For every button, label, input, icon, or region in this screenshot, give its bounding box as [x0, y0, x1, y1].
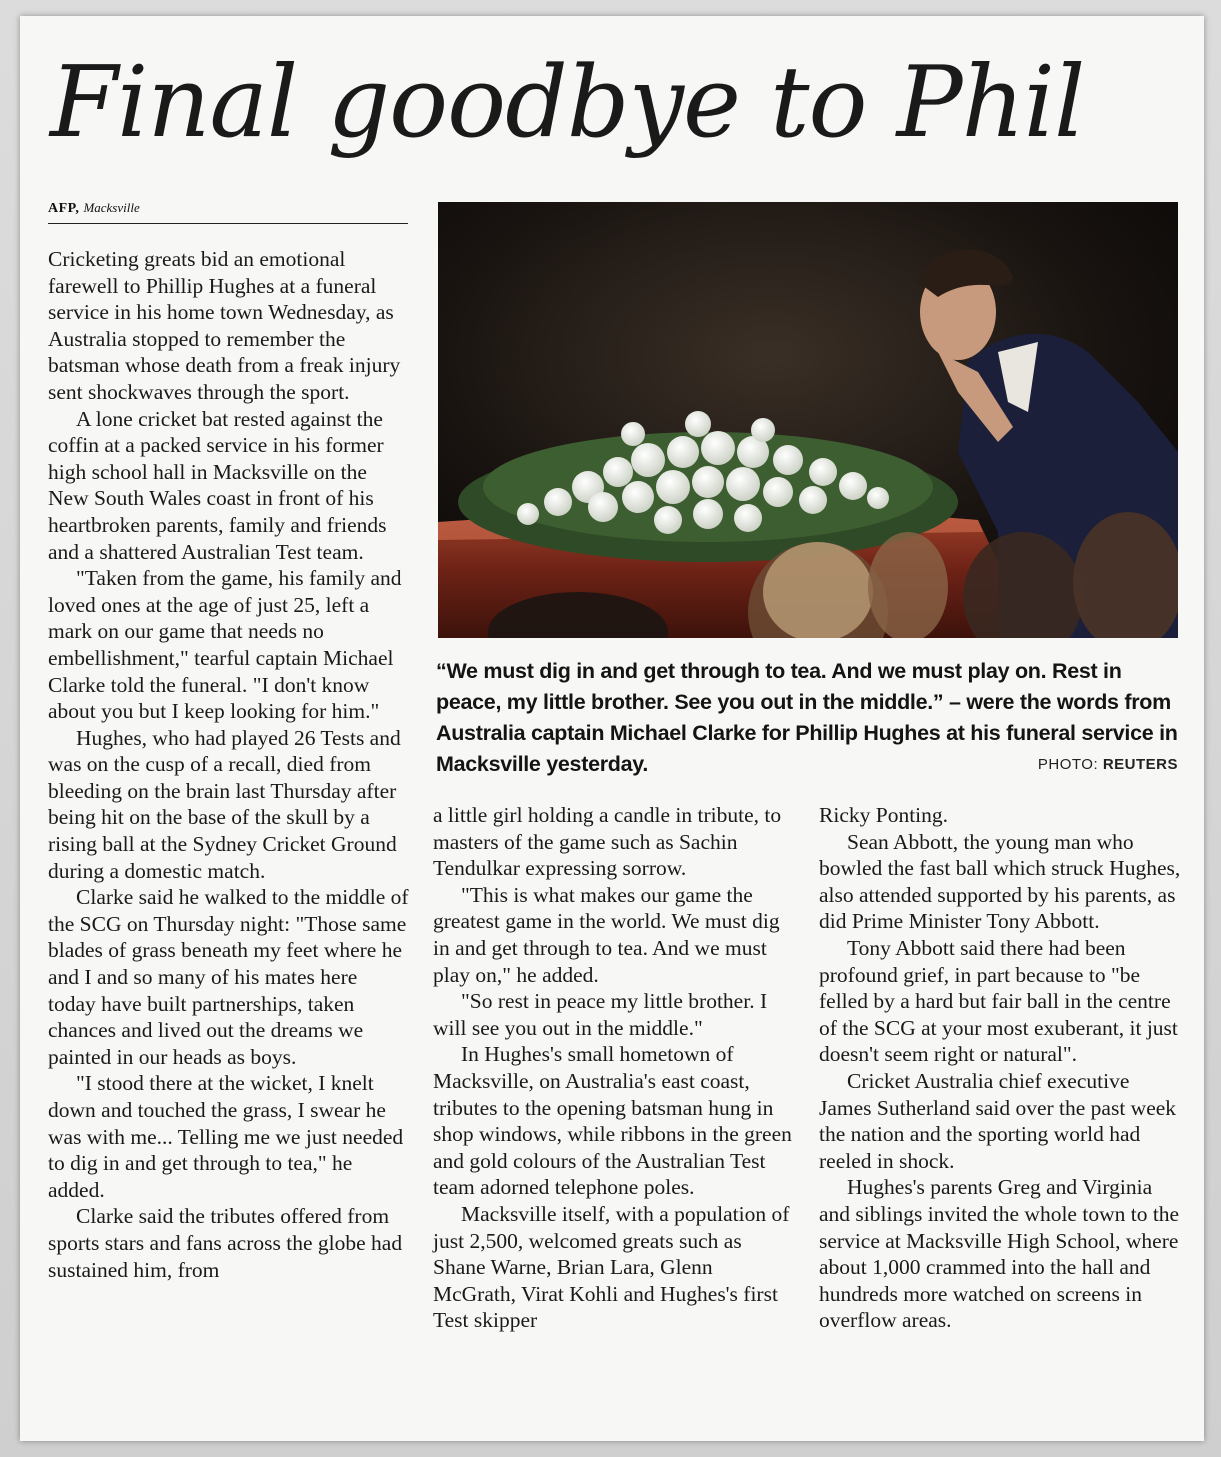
- paragraph: A lone cricket bat rested against the coffin at a packed service in his former high school hall in Macksville on the New South Wales coast in front of his heartbroken parents, family and friends and a shattered Australian Test team.: [48, 406, 387, 564]
- paragraph: Cricketing greats bid an emotional farewell to Phillip Hughes at a funeral service in his home town Wednesday, as Australia stopped to remember the batsman whose death from a freak injury sent shockwaves through the sport.: [48, 247, 401, 404]
- article-column-2: [433, 802, 793, 1334]
- photo-credit: [1038, 756, 1178, 773]
- paragraph: Macksville itself, with a population of just 2,500, welcomed greats such as Shane Warne, Brian Lara, Glenn McGrath, Virat Kohli and Hughes's first Test skipper: [433, 1201, 790, 1333]
- article-column-3: [819, 802, 1181, 1334]
- credit-label: PHOTO:: [1037, 756, 1099, 773]
- byline: [48, 200, 408, 224]
- paragraph: Clarke said he walked to the middle of the SCG on Thursday night: "Those same blades of grass beneath my feet where he and I and so many of his mates here today have built partnerships, taken chances and lived out the dreams we painted in our heads as boys.: [48, 885, 409, 1069]
- paragraph: "So rest in peace my little brother. I will see you out in the middle.": [433, 989, 768, 1040]
- newspaper-clipping: [20, 16, 1204, 1441]
- paragraph: Clarke said the tributes offered from sports stars and fans across the globe had sustained him, from: [48, 1204, 403, 1282]
- paragraph: Hughes's parents Greg and Virginia and siblings invited the whole town to the service at Macksville High School, where about 1,000 crammed into the hall and hundreds more watched on screens in overflow areas.: [819, 1175, 1180, 1333]
- photo-caption: “We must dig in and get through to tea. And we must play on. Rest in peace, my little brother. See you out in the middle.” – were the words from Australia captain Michael Clarke for Phillip Hughes at his funeral service in Macksville yesterday.: [436, 659, 1178, 776]
- paragraph: Hughes, who had played 26 Tests and was on the cusp of a recall, died from bleeding on the brain last Thursday after being hit on the base of the skull by a rising ball at the Sydney Cricket Ground during a domestic match.: [48, 725, 401, 883]
- paragraph: "Taken from the game, his family and loved ones at the age of just 25, left a mark on our game that needs no embellishment," tearful captain Michael Clarke told the funeral. "I don't know about you but I keep looking for him.": [48, 566, 402, 724]
- paragraph: In Hughes's small hometown of Macksville, on Australia's east coast, tributes to the opening batsman hung in shop windows, while ribbons in the green and gold colours of the Australian Test team adorned telephone poles.: [433, 1042, 792, 1200]
- headline: Final goodbye to Phil: [50, 46, 1085, 160]
- paragraph: "I stood there at the wicket, I knelt down and touched the grass, I swear he was with me... Telling me we just needed to dig in and get through to tea," he added.: [48, 1071, 404, 1202]
- funeral-photo-illustration: [438, 202, 1178, 638]
- article-column-1: [48, 246, 410, 1283]
- paragraph: "This is what makes our game the greatest game in the world. We must dig in and get through to tea. And we must play on," he added.: [433, 882, 780, 987]
- paragraph: a little girl holding a candle in tribute, to masters of the game such as Sachin Tendulkar expressing sorrow.: [433, 803, 782, 881]
- paragraph: Cricket Australia chief executive James Sutherland said over the past week the nation and the sporting world had reeled in shock.: [819, 1068, 1177, 1173]
- credit-source: REUTERS: [1102, 756, 1178, 773]
- byline-agency: AFP,: [48, 201, 80, 216]
- paragraph: Sean Abbott, the young man who bowled the fast ball which struck Hughes, also attended supported by his parents, as did Prime Minister Tony Abbott.: [819, 829, 1181, 934]
- byline-place: Macksville: [83, 200, 140, 215]
- funeral-photo: [438, 202, 1178, 638]
- paragraph: Ricky Ponting.: [819, 803, 949, 827]
- paragraph: Tony Abbott said there had been profound grief, in part because to "be felled by a hard but fair ball in the centre of the SCG at your most exuberant, it just doesn't seem right or natural".: [819, 935, 1178, 1067]
